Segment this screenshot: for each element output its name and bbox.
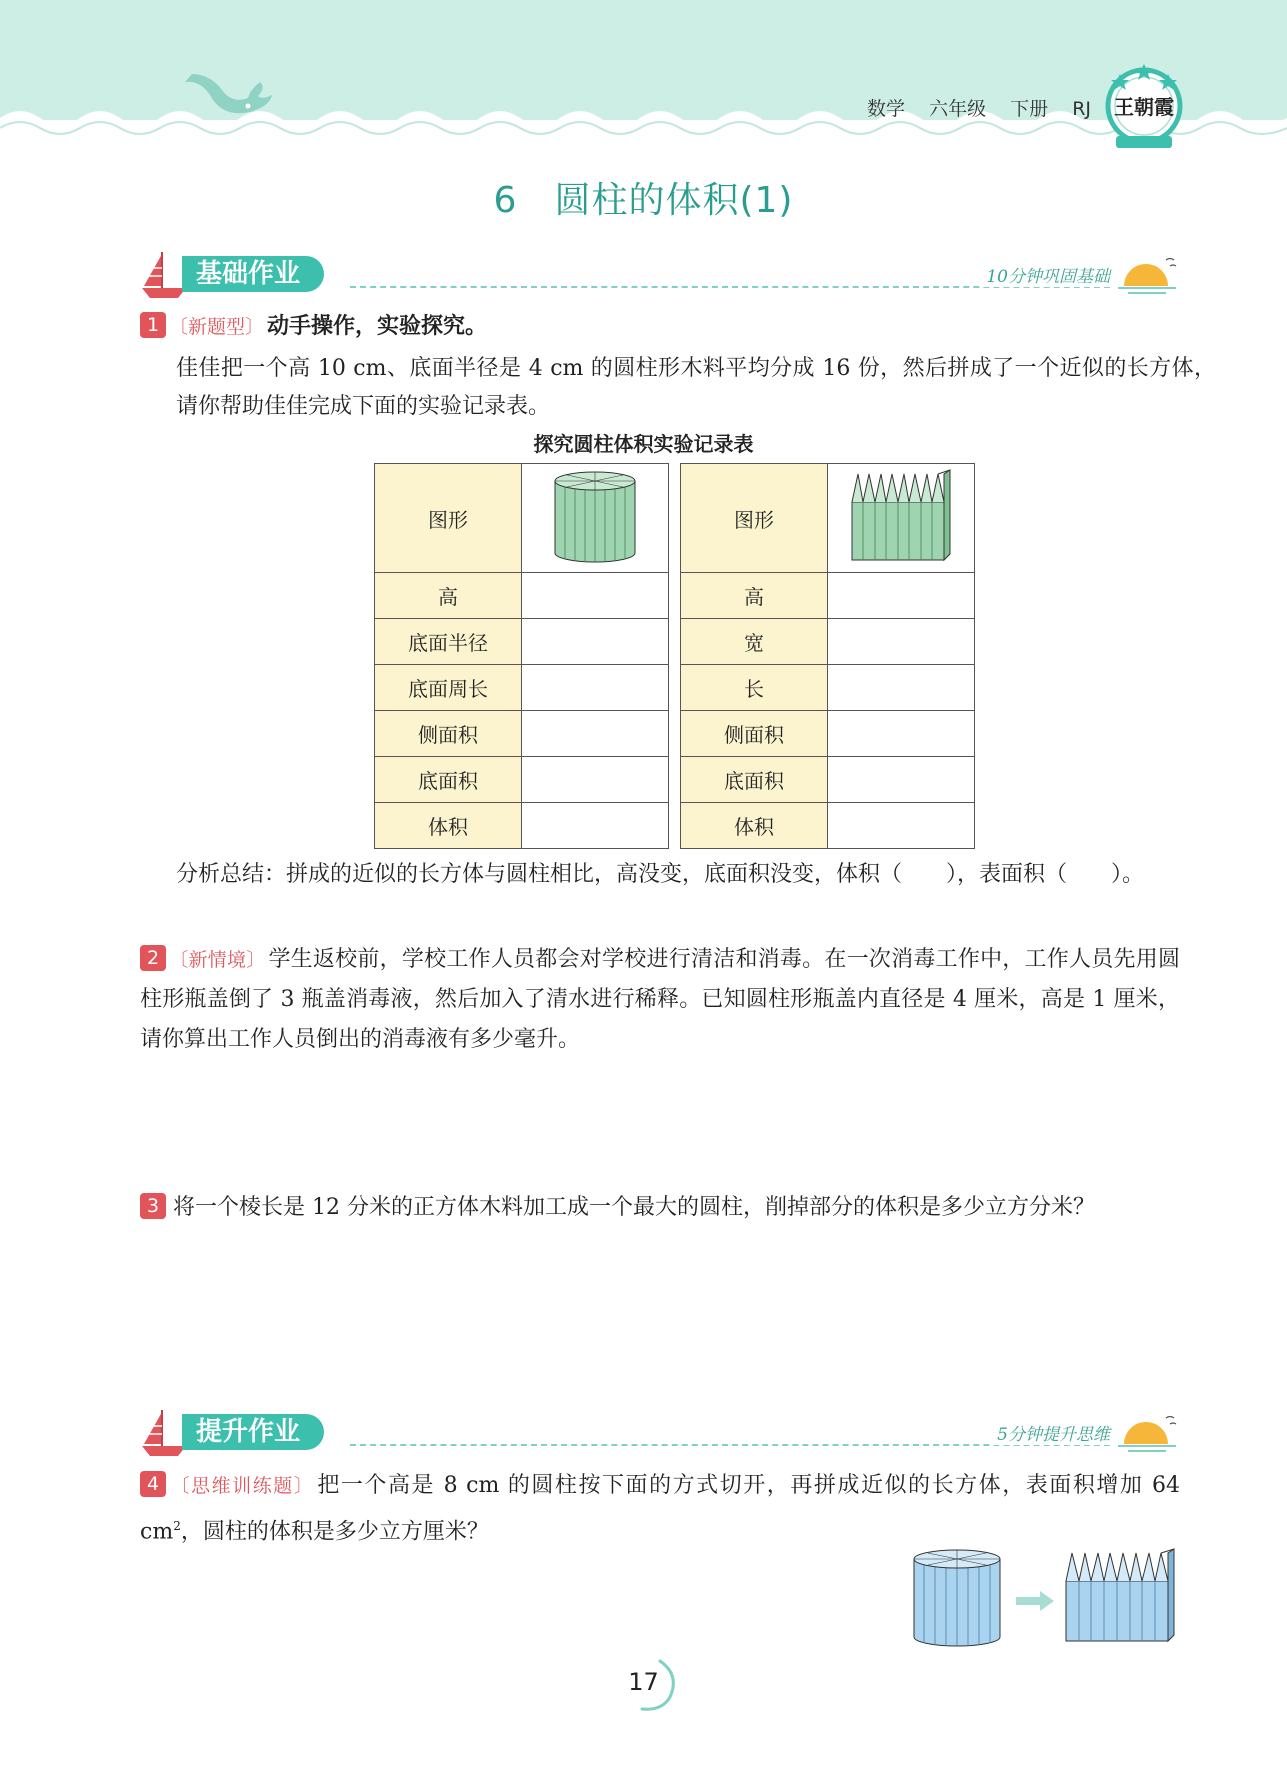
question-4 [140,1466,1180,1552]
cylinder-icon [914,1550,1000,1646]
answer-cell[interactable] [522,711,669,757]
row-label: 底面周长 [375,665,522,711]
question-number: 3 [140,1193,166,1219]
cut-and-rearrange-figure [910,1545,1180,1655]
row-label: 侧面积 [681,711,828,757]
section-basic-label: 基础作业 [182,256,324,292]
arrow-right-icon [1016,1591,1054,1611]
cuboid-figure-icon [846,466,956,566]
row-label: 长 [681,665,828,711]
answer-cell[interactable] [828,665,975,711]
brand-logo [1104,62,1184,152]
cylinder-figure-cell [522,464,669,573]
page-number: 17 [628,1668,659,1696]
answer-cell[interactable] [828,711,975,757]
header-subject: 数学 [867,98,906,120]
section-advanced [140,1406,1180,1458]
header-grade: 六年级 [929,98,987,120]
question-body: 学生返校前，学校工作人员都会对学校进行清洁和消毒。在一次消毒工作中，工作人员先用圆柱形瓶盖倒了 3 瓶盖消毒液，然后加入了清水进行稀释。已知圆柱形瓶盖内直径是 4 厘米，高是 1 厘米，请你算出工作人员倒出的消毒液有多少毫升。 [140,947,1180,1052]
cuboid-figure-cell [828,464,975,573]
page-title: 6 圆柱的体积(1) [493,180,794,221]
superscript: 2 [173,1519,181,1533]
sailboat-icon [140,1406,188,1458]
question-tag: 〔新题型〕 [169,316,265,338]
question-number: 4 [140,1471,166,1497]
section-advanced-label: 提升作业 [182,1414,324,1450]
row-label: 体积 [681,803,828,849]
row-label: 底面积 [375,757,522,803]
header-meta [849,94,1091,121]
table-caption: 探究圆柱体积实验记录表 [533,432,754,456]
answer-cell[interactable] [828,573,975,619]
row-label: 体积 [375,803,522,849]
answer-cell[interactable] [522,619,669,665]
question-body: 将一个棱长是 12 分米的正方体木料加工成一个最大的圆柱，削掉部分的体积是多少立方分米？ [173,1195,1095,1220]
record-table-cuboid [680,463,975,849]
question-number: 2 [140,945,166,971]
cuboid-icon [1066,1549,1174,1641]
row-label: 宽 [681,619,828,665]
answer-cell[interactable] [828,803,975,849]
answer-cell[interactable] [828,619,975,665]
question-2 [140,940,1180,1060]
question-3 [140,1188,1180,1228]
answer-cell[interactable] [522,573,669,619]
question-tag: 〔新情境〕 [169,949,266,971]
question-body: ，圆柱的体积是多少立方厘米？ [180,1519,489,1545]
answer-cell[interactable] [828,757,975,803]
section-advanced-hint: 5分钟提升思维 [993,1420,1114,1445]
header-wave-band [0,0,1287,160]
sunrise-icon [1118,254,1180,296]
question-1-body: 佳佳把一个高 10 cm、底面半径是 4 cm 的圆柱形木料平均分成 16 份，然后拼成了一个近似的长方体，请你帮助佳佳完成下面的实验记录表。 [176,356,1216,419]
header-edition: RJ [1072,98,1091,120]
question-body: 把一个高是 8 cm 的圆柱按下面的方式切开，再拼成近似的长方体，表面积增加 64 cm [140,1473,1180,1545]
row-label: 底面积 [681,757,828,803]
row-label: 侧面积 [375,711,522,757]
row-label: 高 [375,573,522,619]
answer-cell[interactable] [522,757,669,803]
answer-cell[interactable] [522,803,669,849]
section-basic-hint: 10分钟巩固基础 [982,262,1114,287]
sailboat-icon [140,248,188,300]
answer-cell[interactable] [522,665,669,711]
sunrise-icon [1118,1412,1180,1454]
question-1-summary: 分析总结：拼成的近似的长方体与圆柱相比，高没变，底面积没变，体积（ ），表面积（ ）。 [176,862,1145,887]
question-tag: 〔思维训练题〕 [169,1475,315,1497]
header-volume: 下册 [1010,98,1049,120]
row-label: 图形 [375,464,522,573]
row-label: 图形 [681,464,828,573]
page-number-swirl-icon [622,1655,682,1715]
record-table-cylinder [374,463,669,849]
row-label: 高 [681,573,828,619]
question-heading: 动手操作，实验探究。 [267,314,488,339]
question-number: 1 [140,312,166,338]
brand-name: 王朝霞 [1114,95,1174,119]
question-1 [140,307,1180,347]
section-basic [140,248,1180,300]
cylinder-figure-icon [547,467,643,565]
row-label: 底面半径 [375,619,522,665]
